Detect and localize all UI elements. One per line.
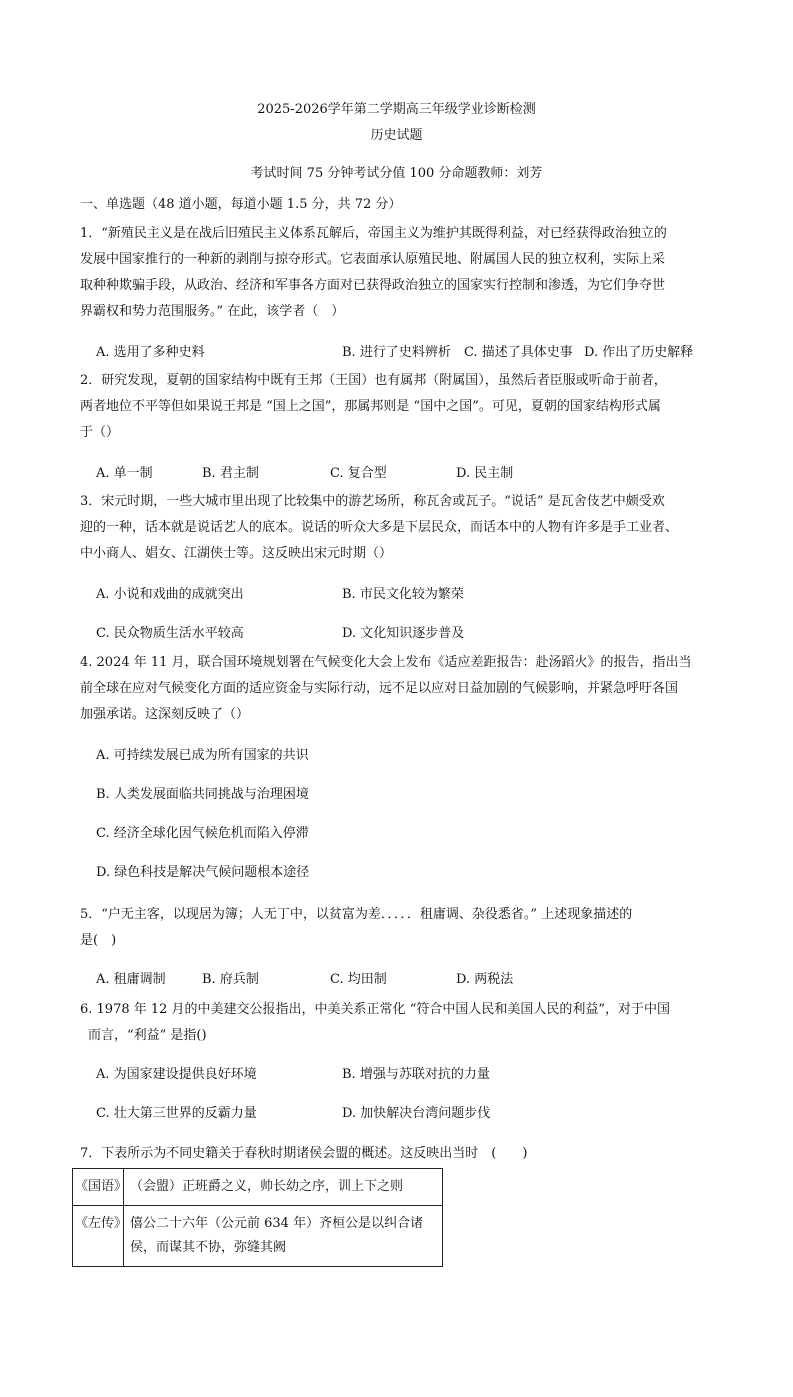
option-d[interactable]: D. 绿色科技是解决气候问题根本途径 bbox=[96, 865, 310, 880]
question-text-line: 6. 1978 年 12 月的中美建交公报指出，中美关系正常化 “符合中国人民和美国人民的利益”，对于中国 bbox=[80, 1002, 670, 1017]
question-text-line: 于（） bbox=[80, 425, 120, 440]
option-a[interactable]: A. 可持续发展已成为所有国家的共识 bbox=[96, 748, 309, 763]
question-text-line: 界霸权和势力范围服务。” 在此，该学者（ ） bbox=[80, 304, 345, 319]
exam-info: 考试时间 75 分钟考试分值 100 分命题教师：刘芳 bbox=[250, 166, 543, 181]
source-name: 《左传》 bbox=[73, 1206, 124, 1267]
option-d[interactable]: D. 文化知识逐步普及 bbox=[342, 626, 465, 641]
option-c[interactable]: C. 民众物质生活水平较高 bbox=[96, 626, 244, 641]
option-a[interactable]: A. 租庸调制 bbox=[96, 972, 166, 987]
option-b[interactable]: B. 府兵制 bbox=[202, 972, 259, 987]
option-d[interactable]: D. 民主制 bbox=[456, 466, 514, 481]
question-text-line: 取种种欺骗手段，从政治、经济和军事各方面对已获得政治独立的国家实行控制和渗透，为它们争夺世 bbox=[80, 278, 666, 293]
option-d[interactable]: D. 加快解决台湾问题步伐 bbox=[342, 1106, 491, 1121]
option-b[interactable]: B. 君主制 bbox=[202, 466, 259, 481]
option-b[interactable]: B. 市民文化较为繁荣 bbox=[342, 587, 464, 602]
question-text-line: 发展中国家推行的一种新的剥削与掠夺形式。它表面承认原殖民地、附属国人民的独立权利，实际上采 bbox=[80, 252, 666, 267]
option-c[interactable]: C. 描述了具体史事 bbox=[464, 345, 573, 360]
source-table bbox=[72, 1168, 443, 1267]
question-text-line: 1．“新殖民主义是在战后旧殖民主义体系瓦解后，帝国主义为维护其既得利益，对已经获得政治独立的 bbox=[80, 226, 667, 241]
option-d[interactable]: D. 两税法 bbox=[456, 972, 514, 987]
table-row bbox=[73, 1169, 443, 1206]
question-text-line: 两者地位不平等但如果说王邦是 “国上之国”，那属邦则是 “国中之国”。可见，夏朝的国家结构形式属 bbox=[80, 399, 661, 414]
option-c[interactable]: C. 经济全球化因气候危机而陷入停滞 bbox=[96, 826, 309, 841]
subject-title: 历史试题 bbox=[370, 128, 423, 143]
option-a[interactable]: A. 为国家建设提供良好环境 bbox=[96, 1067, 257, 1082]
option-a[interactable]: A. 选用了多种史料 bbox=[96, 345, 205, 360]
option-c[interactable]: C. 复合型 bbox=[330, 466, 387, 481]
question-text-line: 2．研究发现，夏朝的国家结构中既有王邦（王国）也有属邦（附属国），虽然后者臣服或听命于前者， bbox=[80, 373, 667, 388]
option-b[interactable]: B. 增强与苏联对抗的力量 bbox=[342, 1067, 490, 1082]
table-row bbox=[73, 1206, 443, 1267]
exam-title: 2025-2026学年第二学期高三年级学业诊断检测 bbox=[257, 102, 536, 117]
option-a[interactable]: A. 小说和戏曲的成就突出 bbox=[96, 587, 244, 602]
question-text-line: 3．宋元时期，一些大城市里出现了比较集中的游艺场所，称瓦舍或瓦子。“说话” 是瓦舍伎艺中颇受欢 bbox=[80, 494, 665, 509]
option-b[interactable]: B. 进行了史料辨析 bbox=[342, 345, 451, 360]
source-name: 《国语》 bbox=[73, 1169, 124, 1206]
question-text-line: 前全球在应对气候变化方面的适应资金与实际行动，远不足以应对日益加剧的气候影响，并紧急呼吁各国 bbox=[80, 681, 679, 696]
question-text-line: 5．“户无主客，以现居为簿；人无丁中，以贫富为差．．．．．租庸调、杂役悉省。” 上述现象描述的 bbox=[80, 907, 633, 922]
source-text: 僖公二十六年（公元前 634 年）齐桓公是以纠合诸侯，而谋其不协，弥缝其阙 bbox=[124, 1206, 443, 1267]
question-text-line: 而言，“利益” 是指() bbox=[88, 1028, 207, 1043]
question-text-line: 加强承诺。这深刻反映了（） bbox=[80, 707, 250, 722]
section-heading: 一、单选题（48 道小题，每道小题 1.5 分，共 72 分） bbox=[80, 197, 402, 212]
question-text-line: 迎的一种，话本就是说话艺人的底本。说话的听众大多是下层民众，而话本中的人物有许多是手工业者、 bbox=[80, 520, 679, 535]
question-text-line: 中小商人、娼女、江湖侠士等。这反映出宋元时期（） bbox=[80, 546, 393, 561]
source-text: （会盟）正班爵之义，帅长幼之序，训上下之则 bbox=[124, 1169, 443, 1206]
option-d[interactable]: D. 作出了历史解释 bbox=[584, 345, 694, 360]
question-text-line: 7．下表所示为不同史籍关于春秋时期诸侯会盟的概述。这反映出当时 ( ) bbox=[80, 1146, 528, 1161]
option-c[interactable]: C. 均田制 bbox=[330, 972, 387, 987]
question-text-line: 4. 2024 年 11 月，联合国环境规划署在气候变化大会上发布《适应差距报告：赴汤蹈火》的报告，指出当 bbox=[80, 655, 692, 670]
option-c[interactable]: C. 壮大第三世界的反霸力量 bbox=[96, 1106, 257, 1121]
question-text-line: 是( ) bbox=[80, 933, 117, 948]
option-a[interactable]: A. 单一制 bbox=[96, 466, 153, 481]
option-b[interactable]: B. 人类发展面临共同挑战与治理困境 bbox=[96, 787, 309, 802]
